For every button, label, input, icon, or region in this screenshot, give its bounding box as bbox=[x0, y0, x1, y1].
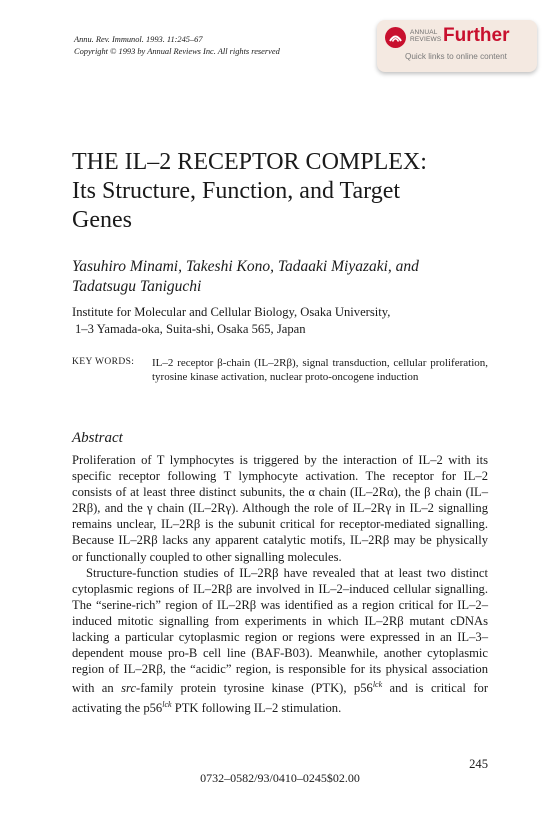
affiliation bbox=[72, 304, 492, 337]
journal-citation bbox=[74, 34, 280, 57]
keywords-label: KEY WORDS: bbox=[72, 357, 135, 367]
title-line: THE IL–2 RECEPTOR COMPLEX: bbox=[72, 149, 427, 175]
title-line: Its Structure, Function, and Target bbox=[72, 178, 401, 204]
annual-reviews-logo-icon bbox=[385, 27, 406, 48]
article-title bbox=[72, 148, 492, 235]
affiliation-line: 1–3 Yamada-oka, Suita-shi, Osaka 565, Japan bbox=[75, 321, 306, 336]
authors bbox=[72, 257, 492, 297]
title-line: Genes bbox=[72, 207, 132, 233]
affiliation-line: Institute for Molecular and Cellular Biology, Osaka University, bbox=[72, 305, 391, 319]
footer-code: 0732–0582/93/0410–0245$02.00 bbox=[200, 771, 360, 785]
abstract-body bbox=[72, 452, 488, 716]
further-word: Further bbox=[443, 25, 510, 46]
journal-line: Annu. Rev. Immunol. 1993. 11:245–67 bbox=[74, 35, 203, 44]
authors-line: Tadatsugu Taniguchi bbox=[72, 278, 202, 295]
abstract-paragraph: Proliferation of T lymphocytes is triggered by the interaction of IL–2 with its specific receptor following T lymphocyte activation. The receptor for IL–2 consists of at least three distinct subunits, the α chain (IL–2Rα), the β chain (IL–2Rβ), and the γ chain (IL–2Rγ). Although the role of IL–2Rγ in IL–2 signalling remains unclear, IL–2Rβ is the subunit critical for receptor-mediated signalling. Because IL–2Rβ lacks any apparent catalytic motifs, IL–2Rβ may be physically or functionally coupled to other signalling molecules. bbox=[72, 453, 488, 564]
keywords-text: IL–2 receptor β-chain (IL–2Rβ), signal transduction, cellular proliferation, tyrosine kinase activation, nuclear proto-oncogene induction bbox=[152, 357, 488, 383]
further-badge[interactable] bbox=[377, 20, 537, 72]
copyright-line: Copyright © 1993 by Annual Reviews Inc. All rights reserved bbox=[74, 46, 280, 56]
further-subtitle: Quick links to online content bbox=[405, 52, 507, 61]
abstract-heading: Abstract bbox=[72, 430, 123, 446]
annual-reviews-wordmark: ANNUAL REVIEWS bbox=[410, 29, 442, 43]
abstract-paragraph: Structure-function studies of IL–2Rβ have revealed that at least two distinct cytoplasmic regions of IL–2Rβ are involved in IL–2–induced cellular signalling. The “serine-rich” region of IL–2Rβ was identified as a region critical for IL–2–induced mitotic signalling from experiments in which IL–2Rβ mutant cDNAs lacking a particular cytoplasmic region or regions were expressed in an IL–3–dependent mouse pro-B cell line (BAF-B03). Meanwhile, another cytoplasmic region of IL–2Rβ, the “acidic” region, is responsible for its physical association with an src-family protein tyrosine kinase (PTK), $p56^{lck}$ and is critical for activating the $p56^{lck}$ PTK following IL–2 stimulation. bbox=[72, 565, 489, 715]
page-number: 245 bbox=[469, 757, 488, 771]
authors-line: Yasuhiro Minami, Takeshi Kono, Tadaaki Miyazaki, and bbox=[72, 258, 419, 275]
